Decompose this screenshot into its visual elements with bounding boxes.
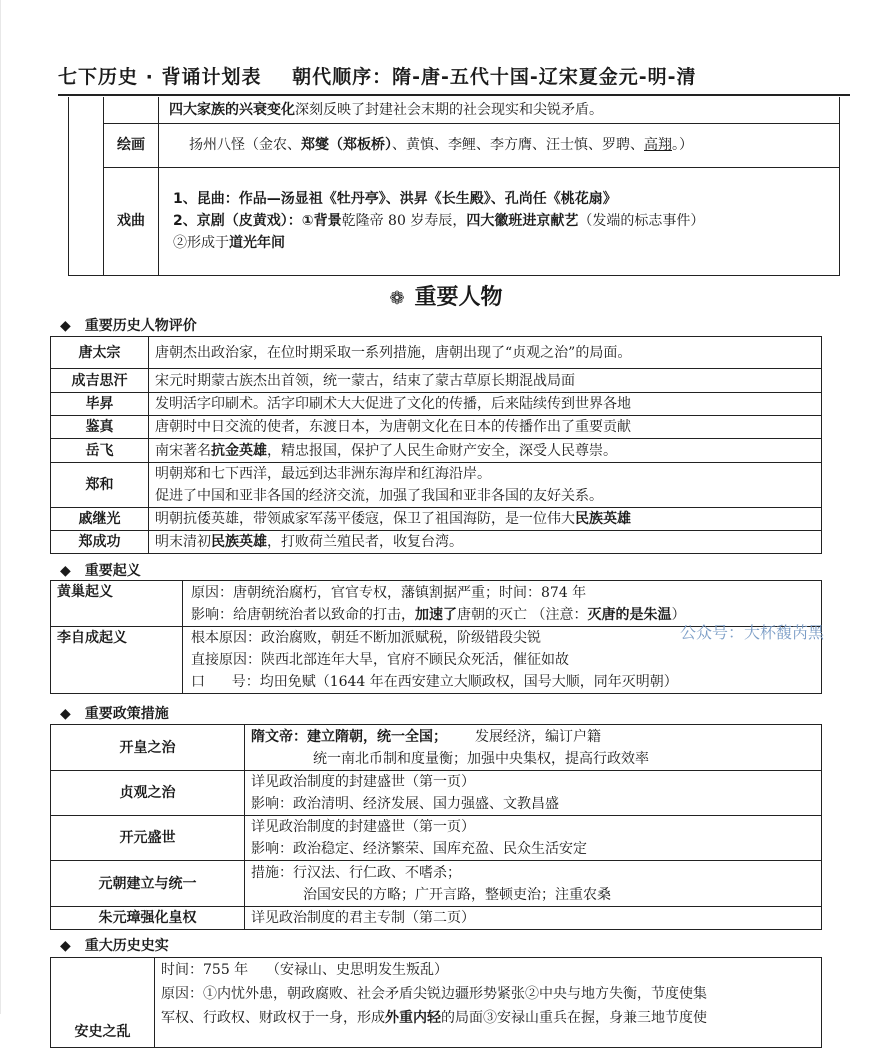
painting-text-3: 。） — [672, 137, 693, 153]
desc-line-1 — [251, 726, 815, 748]
person-name: 戚继光 — [51, 508, 149, 531]
eval-heading-text: 重要历史人物评价 — [84, 318, 197, 334]
painting-text-2: 、黄慎、李鲤、李方膺、汪士慎、罗聘、 — [392, 137, 644, 153]
policy-desc — [245, 861, 822, 907]
desc-line-2 — [251, 748, 815, 770]
desc-line-2: 促进了中国和亚非各国的经济交流，加强了我国和亚非各国的友好关系。 — [155, 488, 603, 504]
person-desc: 宋元时期蒙古族杰出首领，统一蒙古，结束了蒙古草原长期混战局面 — [149, 369, 822, 393]
desc-text-2: ，打败荷兰殖民者，收复台湾。 — [267, 534, 463, 550]
desc-text: 发展经济，编订户籍 — [475, 728, 601, 745]
opera-l3-text: ②形成于 — [173, 235, 229, 251]
diamond-icon: ◆ — [60, 706, 71, 722]
desc-text-2: 的局面③安禄山重兵在握，身兼三地节度使 — [441, 1010, 707, 1026]
opera-l2-text-1: 乾隆帝 80 岁寿辰， — [341, 213, 467, 229]
policy-desc: 详见政治制度的君主专制（第二页） — [245, 907, 822, 930]
policy-name: 元朝建立与统一 — [51, 861, 245, 907]
desc-text-1: 明末清初 — [155, 534, 211, 550]
desc-line-2 — [251, 884, 815, 906]
category-cell — [104, 97, 159, 123]
desc-text-2: 统一南北币制和度量衡；加强中央集权，提高行政效率 — [313, 750, 649, 767]
desc-line-1: 详见政治制度的封建盛世（第一页） — [251, 819, 475, 835]
desc-line-2: 原因：①内忧外患，朝政腐败、社会矛盾尖锐边疆形势紧张②中央与地方失衡，节度使集 — [161, 986, 707, 1002]
blank-cell — [69, 97, 104, 275]
desc-line-1: 措施：行汉法、行仁政、不嗜杀； — [251, 864, 461, 881]
dynasty-order: 朝代顺序：隋-唐-五代十国-辽宋夏金元-明-清 — [292, 66, 697, 88]
table-row — [51, 463, 822, 508]
table-row — [51, 393, 822, 416]
policy-name: 贞观之治 — [51, 771, 245, 816]
desc-text-1: 军权、行政权、财政权于一身，形成 — [161, 1010, 385, 1026]
arts-table — [68, 97, 840, 276]
table-row — [51, 369, 822, 393]
page-header — [58, 62, 850, 96]
policy-name: 开皇之治 — [51, 725, 245, 771]
desc-text-2: 治国安民的方略；广开言路，整顿吏治；注重农桑 — [303, 886, 611, 903]
desc-line-1: 原因：唐朝统治腐朽，官官专权，藩镇割据严重；时间：874 年 — [191, 584, 587, 601]
event-name: 安史之乱 — [51, 958, 155, 1048]
table-row — [51, 416, 822, 439]
opera-line-3 — [173, 232, 829, 254]
table-row — [51, 725, 822, 771]
person-name: 岳飞 — [51, 439, 149, 463]
desc-line-1: 详见政治制度的封建盛世（第一页） — [251, 774, 475, 790]
opera-line-2 — [173, 210, 829, 232]
desc-text-1: 影响：给唐朝统治者以致命的打击， — [191, 606, 415, 623]
uprising-heading-text: 重要起义 — [84, 563, 141, 579]
table-row — [51, 816, 822, 861]
table-row — [69, 167, 840, 275]
page-title: 七下历史 · 背诵计划表 — [58, 66, 262, 88]
painting-text-1: 扬州八怪（金农、 — [189, 137, 301, 153]
watermark: 公众号：大杯馥芮黑 — [680, 623, 825, 642]
table-row — [51, 531, 822, 554]
person-desc — [149, 508, 822, 531]
novel-text: 深刻反映了封建社会末期的社会现实和尖锐矛盾。 — [295, 101, 603, 118]
person-desc: 唐朝时中日交流的使者，东渡日本，为唐朝文化在日本的传播作出了重要贡献 — [149, 416, 822, 439]
table-row — [51, 508, 822, 531]
painting-cell — [159, 123, 840, 167]
desc-line-3 — [161, 1006, 815, 1030]
opera-cell — [159, 167, 840, 275]
novel-cell — [159, 97, 840, 123]
desc-bold: 隋文帝：建立隋朝，统一全国； — [251, 728, 447, 745]
desc-bold: 民族英雄 — [211, 534, 267, 550]
opera-line-1-text: 1、昆曲：作品—汤显祖《牡丹亭》、洪昇《长生殿》、孔尚任《桃花扇》 — [173, 191, 617, 207]
person-name: 成吉思汗 — [51, 369, 149, 393]
desc-bold: 抗金英雄 — [211, 442, 267, 459]
person-desc — [149, 439, 822, 463]
desc-line-2: 影响：政治清明、经济发展、国力强盛、文教昌盛 — [251, 796, 559, 812]
person-name: 郑和 — [51, 463, 149, 508]
opera-label-text: 戏曲 — [117, 213, 145, 229]
desc-text-2: 唐朝的灭亡 （注意： — [457, 606, 588, 623]
painting-underlined: 高翔 — [644, 137, 672, 153]
desc-bold-2: 灭唐的是朱温 — [587, 606, 672, 623]
desc-line-1: 根本原因：政治腐败，朝廷不断加派赋税，阶级错段尖锐 — [191, 630, 541, 646]
desc-bold-1: 加速了 — [415, 606, 457, 623]
person-desc: 唐朝杰出政治家，在位时期采取一系列措施，唐朝出现了“贞观之治”的局面。 — [149, 337, 822, 369]
table-row — [51, 861, 822, 907]
events-heading-text: 重大历史史实 — [84, 938, 169, 954]
uprising-name: 黄巢起义 — [51, 581, 183, 627]
novel-bold: 四大家族的兴衰变化 — [169, 101, 295, 118]
painting-label-text: 绘画 — [117, 137, 145, 153]
desc-line-2: 影响：政治稳定、经济繁荣、国库充盈、民众生活安定 — [251, 841, 587, 857]
table-row — [51, 958, 822, 1048]
opera-l2-bold-1: 2、京剧（皮黄戏）：①背景 — [173, 213, 342, 229]
policy-desc — [245, 816, 822, 861]
desc-line-3: 口 号：均田免赋（1644 年在西安建立大顺政权，国号大顺，同年灭明朝） — [191, 674, 678, 690]
person-desc: 发明活字印刷术。活字印刷术大大促进了文化的传播，后来陆续传到世界各地 — [149, 393, 822, 416]
opera-l2-bold-2: 四大徽班进京献艺 — [466, 213, 579, 229]
table-row — [69, 97, 840, 123]
diamond-icon: ◆ — [60, 938, 71, 954]
policy-heading — [60, 703, 169, 723]
person-name: 郑成功 — [51, 531, 149, 554]
table-row — [51, 337, 822, 369]
desc-text-1: 明朝抗倭英雄，带领戚家军荡平倭寇，保卫了祖国海防，是一位伟大 — [155, 511, 575, 527]
painting-label — [104, 123, 159, 167]
opera-l3-bold: 道光年间 — [229, 235, 285, 251]
uprising-heading — [60, 560, 141, 580]
desc-text-1: 南宋著名 — [155, 442, 211, 459]
policy-table — [50, 724, 822, 930]
policy-name: 朱元璋强化皇权 — [51, 907, 245, 930]
desc-line-2: 直接原因：陕西北部连年大旱，官府不顾民众死活，催征如故 — [191, 652, 569, 668]
desc-bold: 外重内轻 — [385, 1010, 441, 1026]
events-table — [50, 957, 822, 1048]
painting-bold-1: 郑燮（郑板桥） — [301, 137, 392, 153]
opera-l2-text-2: （发端的标志事件） — [578, 213, 705, 229]
desc-bold: 民族英雄 — [575, 511, 631, 527]
policy-heading-text: 重要政策措施 — [84, 706, 169, 722]
section-title-text: 重要人物 — [414, 285, 503, 310]
people-table — [50, 336, 822, 554]
table-row — [51, 439, 822, 463]
page-edge — [0, 0, 1, 1014]
section-title — [0, 280, 892, 311]
desc-line-1: 时间：755 年 （安禄山、史思明发生叛乱） — [161, 962, 448, 978]
policy-desc — [245, 771, 822, 816]
person-desc — [149, 463, 822, 508]
flower-icon: ❁ — [389, 288, 405, 309]
diamond-icon: ◆ — [60, 563, 71, 579]
person-name: 毕昇 — [51, 393, 149, 416]
diamond-icon: ◆ — [60, 318, 71, 334]
table-row — [51, 907, 822, 930]
policy-name: 开元盛世 — [51, 816, 245, 861]
eval-heading — [60, 315, 197, 335]
person-name: 唐太宗 — [51, 337, 149, 369]
policy-desc — [245, 725, 822, 771]
events-heading — [60, 935, 169, 955]
opera-label — [104, 167, 159, 275]
opera-line-1 — [173, 188, 829, 210]
person-name: 鉴真 — [51, 416, 149, 439]
table-row — [51, 771, 822, 816]
desc-line-1: 明朝郑和七下西洋，最远到达非洲东海岸和红海沿岸。 — [155, 466, 491, 482]
person-desc — [149, 531, 822, 554]
uprising-name: 李自成起义 — [51, 627, 183, 694]
desc-text-3: ） — [671, 606, 686, 623]
table-row — [69, 123, 840, 167]
desc-text-2: ，精忠报国，保护了人民生命财产安全，深受人民尊崇。 — [267, 442, 617, 459]
event-desc — [155, 958, 822, 1048]
